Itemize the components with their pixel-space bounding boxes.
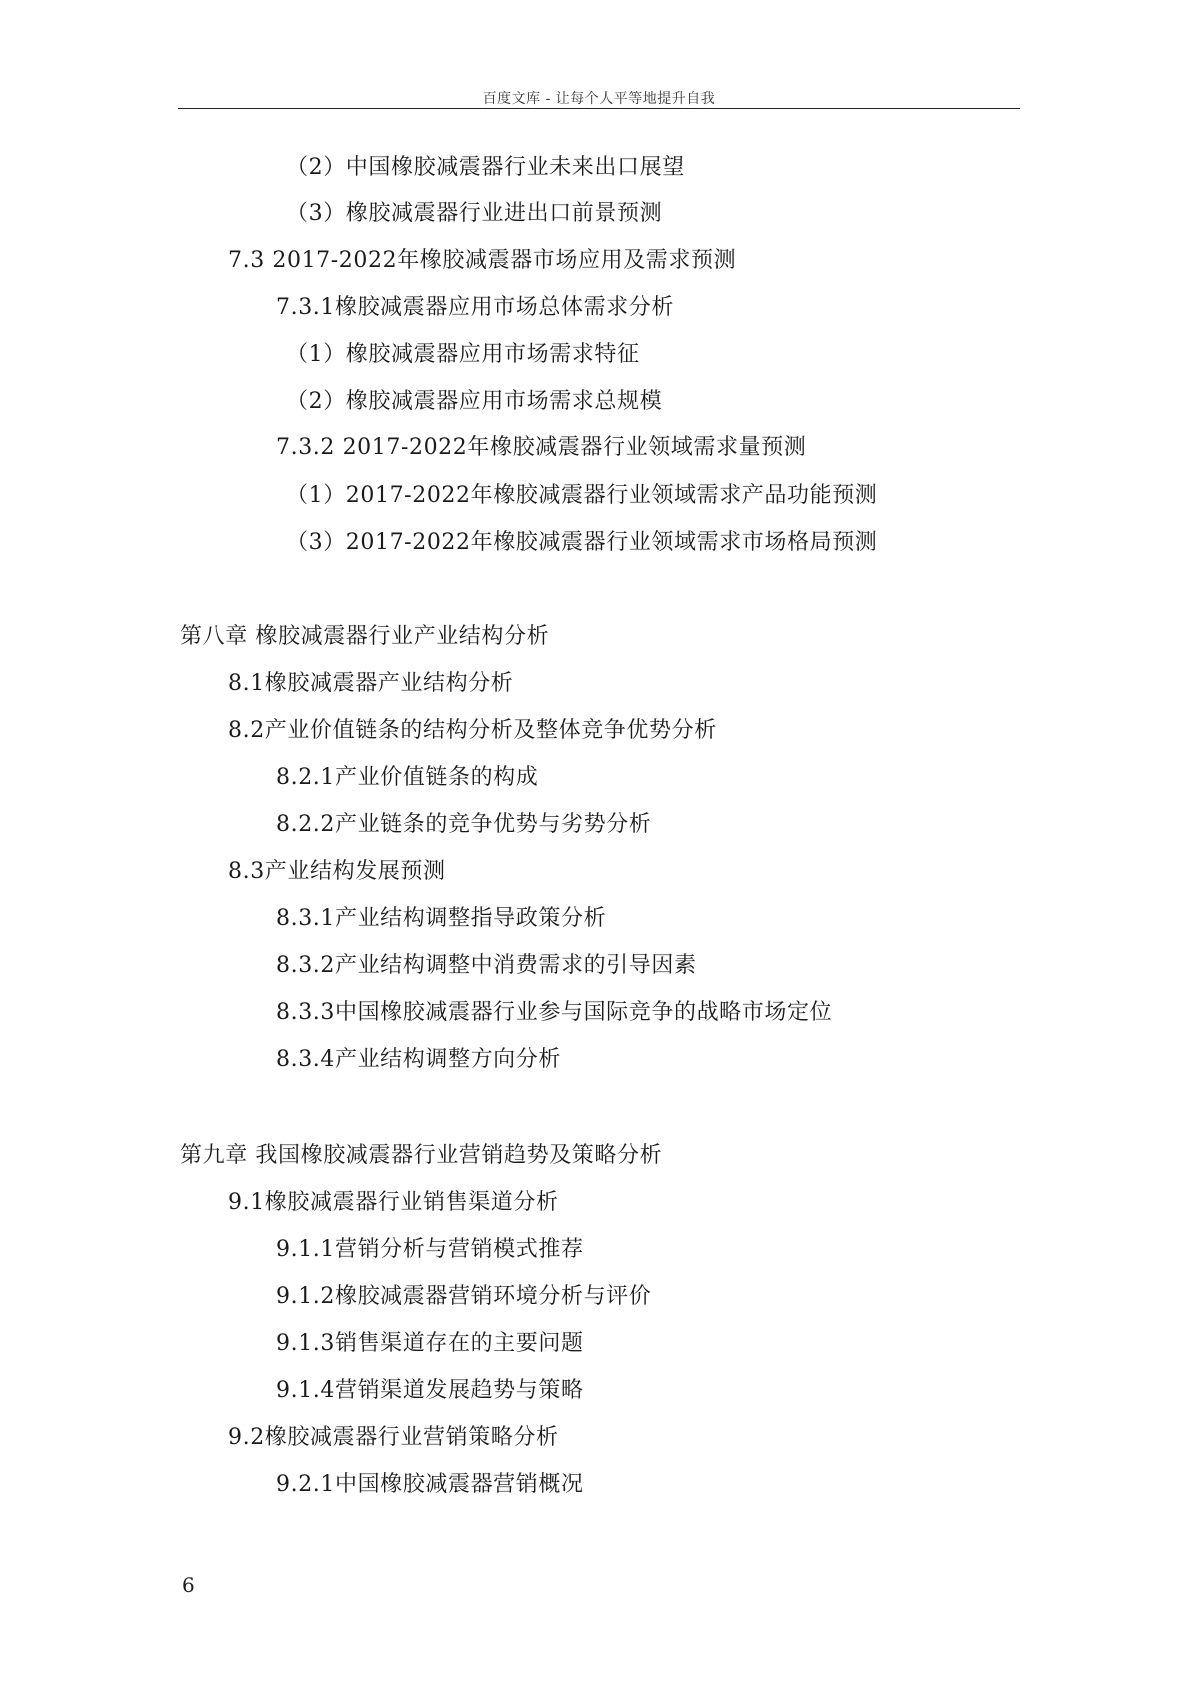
toc-line: 8.2产业价值链条的结构分析及整体竞争优势分析: [228, 718, 717, 743]
toc-line: 9.1.1营销分析与营销模式推荐: [276, 1237, 584, 1262]
toc-line: 7.3 2017-2022年橡胶减震器市场应用及需求预测: [228, 248, 737, 273]
chapter-heading: 第八章 橡胶减震器行业产业结构分析: [180, 624, 550, 649]
toc-line: 7.3.1橡胶减震器应用市场总体需求分析: [276, 295, 674, 320]
toc-line: （3）橡胶减震器行业进出口前景预测: [286, 201, 663, 226]
toc-line: （1）2017-2022年橡胶减震器行业领域需求产品功能预测: [286, 483, 878, 508]
toc-line: 9.1.4营销渠道发展趋势与策略: [276, 1378, 584, 1403]
toc-line: 9.1橡胶减震器行业销售渠道分析: [228, 1190, 559, 1215]
toc-line: 9.1.2橡胶减震器营销环境分析与评价: [276, 1284, 652, 1309]
toc-line: （1）橡胶减震器应用市场需求特征: [286, 342, 640, 367]
toc-line: 9.2橡胶减震器行业营销策略分析: [228, 1425, 559, 1450]
toc-line: （2）中国橡胶减震器行业未来出口展望: [286, 155, 685, 180]
toc-line: 8.3.4产业结构调整方向分析: [276, 1047, 561, 1072]
toc-line: 7.3.2 2017-2022年橡胶减震器行业领域需求量预测: [276, 435, 807, 460]
page-number: 6: [182, 1573, 195, 1597]
toc-line: 8.3产业结构发展预测: [228, 859, 446, 884]
toc-line: 8.2.1产业价值链条的构成: [276, 765, 539, 790]
chapter-heading: 第九章 我国橡胶减震器行业营销趋势及策略分析: [180, 1143, 663, 1168]
toc-line: （2）橡胶减震器应用市场需求总规模: [286, 389, 663, 414]
toc-line: 8.3.2产业结构调整中消费需求的引导因素: [276, 953, 697, 978]
toc-line: （3）2017-2022年橡胶减震器行业领域需求市场格局预测: [286, 530, 878, 555]
toc-line: 8.2.2产业链条的竞争优势与劣势分析: [276, 812, 652, 837]
header-text: 百度文库 - 让每个人平等地提升自我: [482, 91, 716, 107]
toc-line: 8.3.1产业结构调整指导政策分析: [276, 906, 607, 931]
toc-line: 8.1橡胶减震器产业结构分析: [228, 671, 514, 696]
toc-line: 9.1.3销售渠道存在的主要问题: [276, 1331, 584, 1356]
toc-line: 9.2.1中国橡胶减震器营销概况: [276, 1472, 584, 1497]
toc-line: 8.3.3中国橡胶减震器行业参与国际竞争的战略市场定位: [276, 1000, 833, 1025]
